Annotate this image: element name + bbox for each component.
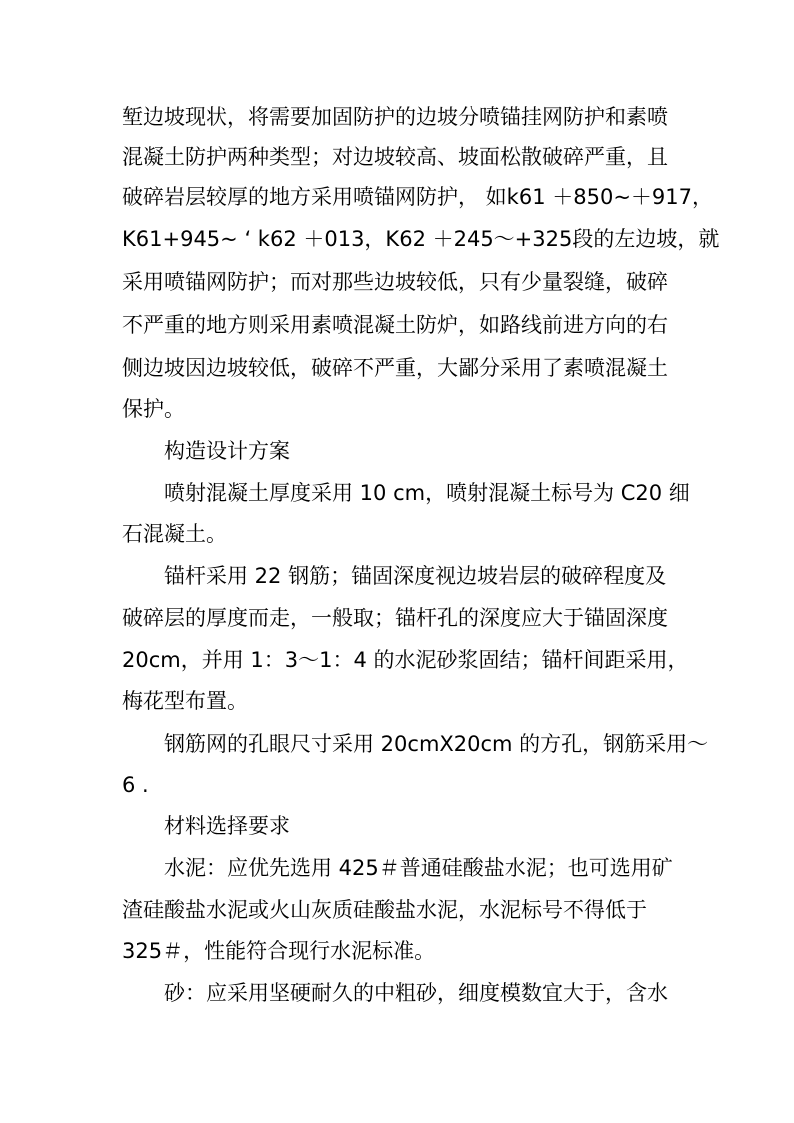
text-line: 采用喷锚网防护；而对那些边坡较低，只有少量裂缝，破碎 (122, 270, 668, 294)
text-line: 20cm，并用 1：3～1：4 的水泥砂浆固结；锚杆间距采用， (122, 648, 689, 672)
text-line: 破碎岩层较厚的地方采用喷锚网防护， 如k61 ＋850~＋917， (122, 185, 713, 209)
text-line: 喷射混凝土厚度采用 10 cm，喷射混凝土标号为 C20 细 (164, 481, 690, 505)
section-heading: 材料选择要求 (164, 814, 290, 838)
text-line: 侧边坡因边坡较低，破碎不严重，大鄙分采用了素喷混凝土 (122, 356, 668, 380)
text-line: 堑边坡现状，将需要加固防护的边坡分喷锚挂网防护和素喷 (122, 105, 668, 129)
text-line: 保护。 (122, 397, 185, 421)
text-line: 渣硅酸盐水泥或火山灰质硅酸盐水泥，水泥标号不得低于 (122, 898, 647, 922)
text-line: K61+945~ ‘ k62 ＋013，K62 ＋245～+325段的左边坡，就 (122, 227, 720, 251)
text-line: 水泥：应优先选用 425＃普通硅酸盐水泥；也可选用矿 (164, 856, 673, 880)
text-line: 石混凝土。 (122, 522, 227, 546)
text-line: 梅花型布置。 (122, 689, 248, 713)
text-line: 不严重的地方则采用素喷混凝土防炉，如路线前进方向的右 (122, 313, 668, 337)
text-line: 锚杆采用 22 钢筋；锚固深度视边坡岩层的破碎程度及 (164, 564, 667, 588)
section-heading: 构造设计方案 (164, 439, 290, 463)
text-line: 钢筋网的孔眼尺寸采用 20cmX20cm 的方孔，钢筋采用～ (164, 732, 709, 756)
text-line: 混凝土防护两种类型；对边坡较高、坡面松散破碎严重，且 (122, 145, 668, 169)
text-line: 325＃，性能符合现行水泥标准。 (122, 939, 436, 963)
text-line: 6 . (122, 773, 149, 797)
text-line: 砂：应采用坚硬耐久的中粗砂，细度模数宜大于，含水 (164, 981, 668, 1005)
text-line: 破碎层的厚度而走，一般取；锚杆孔的深度应大于锚固深度 (122, 606, 668, 630)
